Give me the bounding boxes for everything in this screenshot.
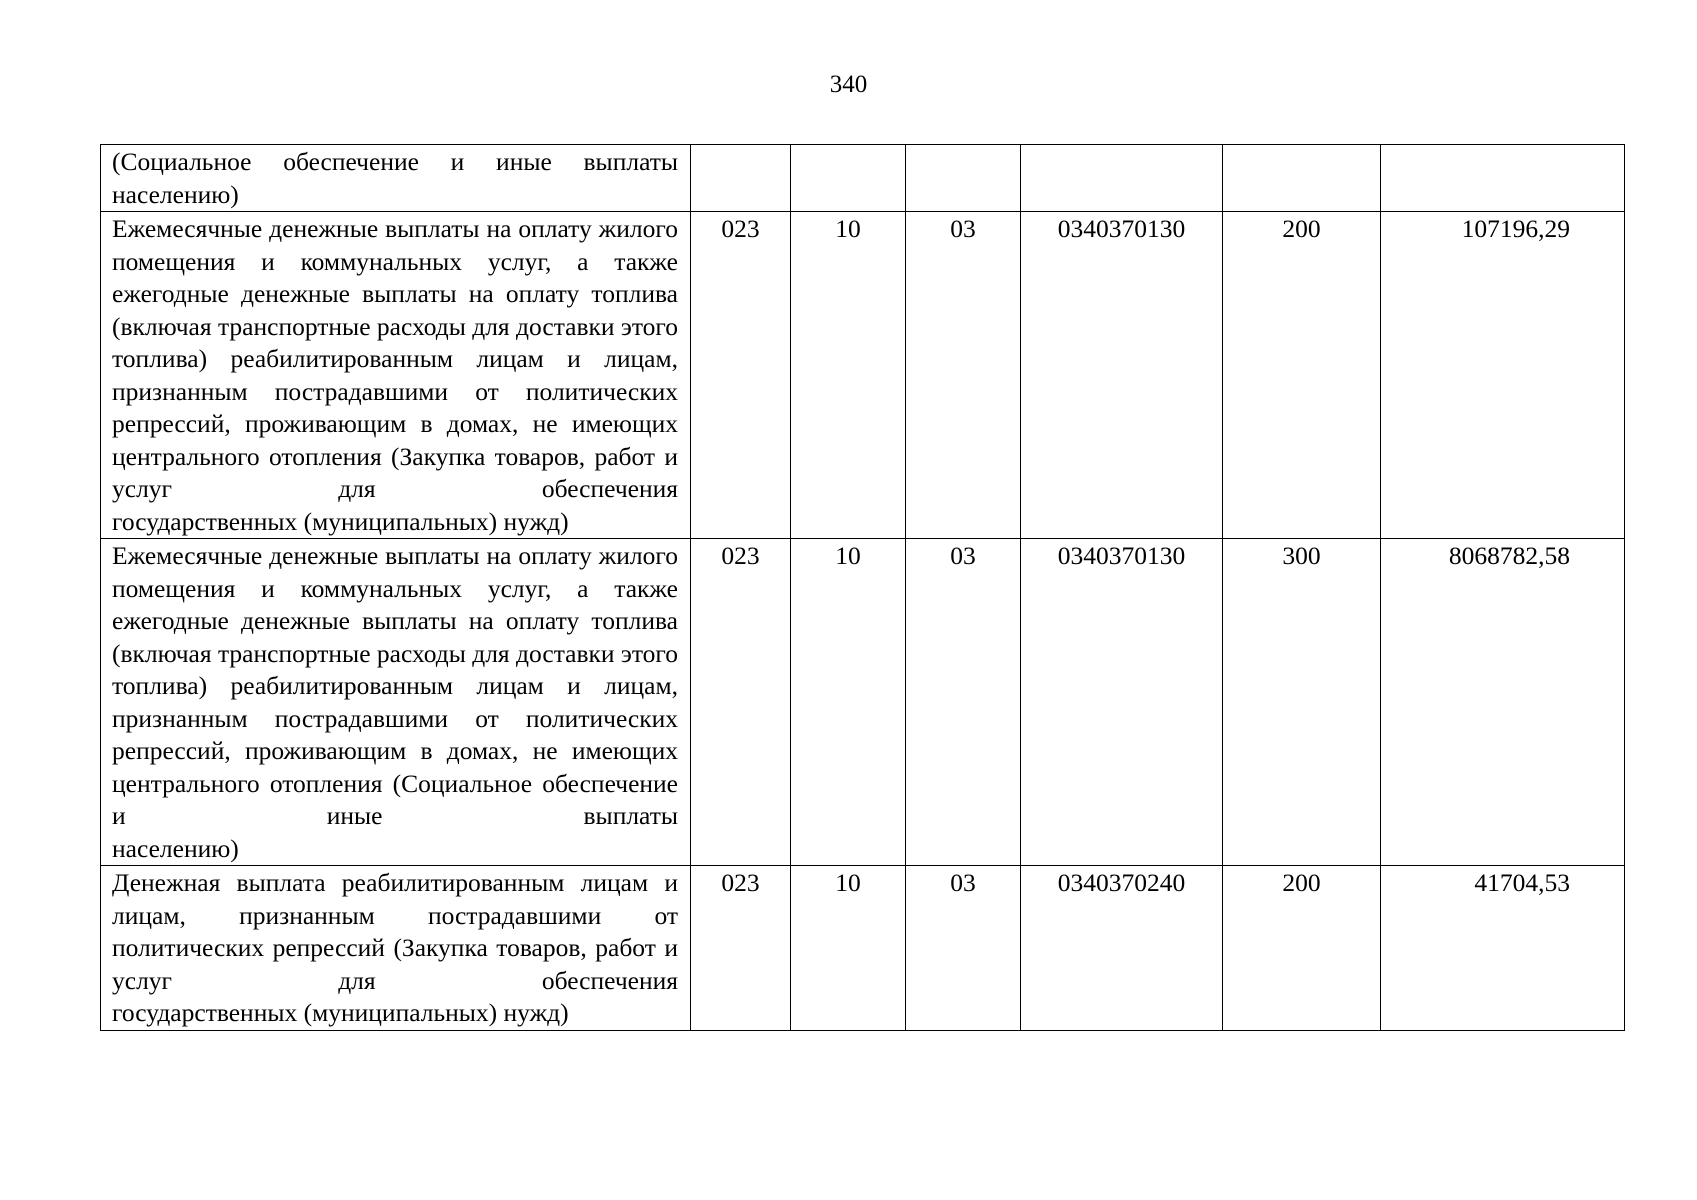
expense-name-line: реабилитированным лицам и лицам, [230,344,678,373]
expense-name-line: также ежегодные денежные выплаты на [112,246,678,308]
cell-target-article: 0340370130 [1021,212,1223,539]
cell-expense-name [101,212,691,539]
expense-name-line: репрессий, проживающим в домах, не [112,736,558,765]
expense-name-line: (Социальное обеспечение и иные выплаты [112,147,678,176]
expense-name-line: Ежемесячные денежные выплаты на оплату [112,214,592,243]
expense-name-last-line: государственных (муниципальных) нужд) [112,998,569,1027]
cell-expense-type [1223,145,1381,212]
cell-expense-name [101,539,691,866]
cell-section-code: 10 [791,539,906,866]
expense-name-line: реабилитированным лицам и лицам, [230,671,678,700]
expense-name-line: признанным пострадавшими от политических [112,376,678,406]
cell-expense-name [101,866,691,1031]
expense-name-line: расходы для доставки этого топлива) [112,311,678,373]
cell-subsection-code: 03 [906,866,1021,1031]
budget-table-body [101,145,1625,1031]
expense-name-line: Ежемесячные денежные выплаты на оплату [112,541,592,570]
expense-name-last-line: государственных (муниципальных) нужд) [112,506,569,536]
cell-amount: 8068782,58 [1381,539,1625,866]
expense-name-line: товаров, работ и услуг для обеспечения [112,933,679,995]
cell-target-article: 0340370240 [1021,866,1223,1031]
table-row [101,539,1625,866]
cell-subsection-code: 03 [906,212,1021,539]
expense-name-line: жилого помещения и коммунальных услуг, а [112,541,678,603]
budget-table [100,144,1625,1031]
cell-ministry-code: 023 [691,539,791,866]
expense-name-line: товаров, работ и услуг для обеспечения [112,441,679,503]
cell-ministry-code: 023 [691,212,791,539]
table-row [101,212,1625,539]
cell-section-code: 10 [791,866,906,1031]
expense-name-last-line: населению) [112,833,239,863]
expense-name-line: оплату топлива (включая транспортные [112,279,679,341]
cell-subsection-code: 03 [906,539,1021,866]
expense-name-line: жилого помещения и коммунальных услуг, а [112,214,678,276]
table-row [101,145,1625,212]
expense-name-line: репрессий, проживающим в домах, не [112,409,558,438]
expense-name-line: также ежегодные денежные выплаты на [112,573,678,635]
page-number: 340 [829,71,868,98]
cell-target-article: 0340370130 [1021,539,1223,866]
expense-name-line: от политических репрессий (Закупка [112,900,679,962]
cell-amount: 107196,29 [1381,212,1625,539]
cell-ministry-code [691,145,791,212]
cell-expense-type: 300 [1223,539,1381,866]
cell-expense-type: 200 [1223,212,1381,539]
expense-name-last-line: населению) [112,179,239,209]
expense-name-line: признанным пострадавшими от политических [112,703,678,733]
cell-section-code [791,145,906,212]
cell-ministry-code: 023 [691,866,791,1031]
expense-name-line: имеющих центрального отопления (Закупка [112,409,678,471]
expense-name-line: расходы для доставки этого топлива) [112,638,678,700]
expense-name-line: (Социальное обеспечение и иные выплаты [112,768,678,830]
cell-amount [1381,145,1625,212]
cell-expense-type: 200 [1223,866,1381,1031]
cell-expense-name [101,145,691,212]
expense-name-line: Денежная выплата реабилитированным [112,868,565,897]
expense-name-line: оплату топлива (включая транспортные [112,606,679,668]
cell-amount: 41704,53 [1381,866,1625,1031]
table-row [101,866,1625,1031]
cell-target-article [1021,145,1223,212]
cell-section-code: 10 [791,212,906,539]
cell-subsection-code [906,145,1021,212]
expense-name-line: лицам и лицам, признанным пострадавшими [112,868,679,930]
expense-name-line: имеющих центрального отопления [112,736,678,798]
